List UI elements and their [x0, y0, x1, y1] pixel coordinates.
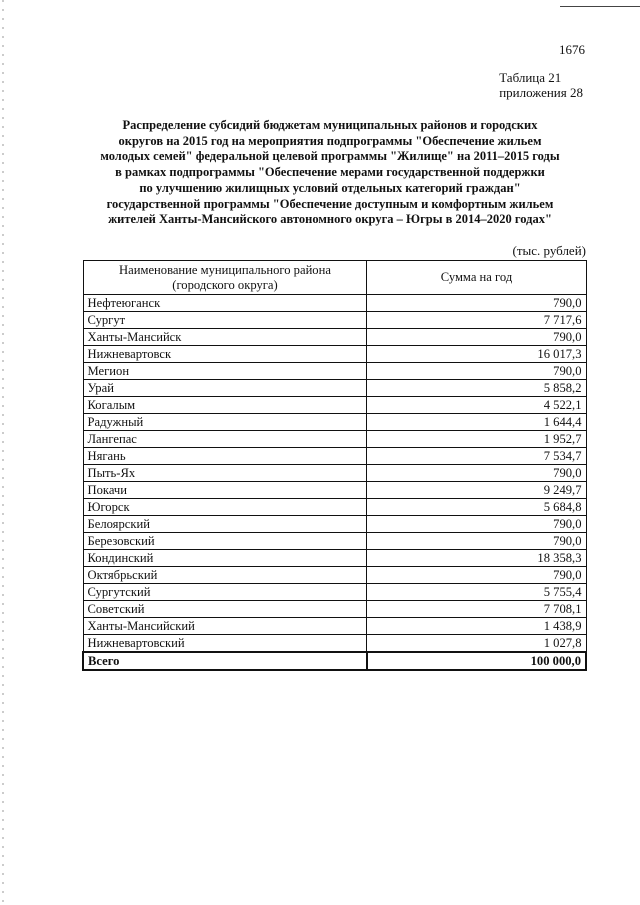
table-header-row	[83, 261, 586, 295]
units-label: (тыс. рублей)	[512, 243, 586, 258]
title-line: Распределение субсидий бюджетам муниципальных районов и городских	[122, 118, 538, 132]
subsidy-amount: 790,0	[367, 363, 586, 380]
subsidy-amount: 7 534,7	[367, 448, 586, 465]
subsidy-amount: 5 684,8	[367, 499, 586, 516]
subsidy-amount: 1 644,4	[367, 414, 586, 431]
title-line: по улучшению жилищных условий отдельных категорий граждан"	[139, 180, 521, 195]
municipality-name: Октябрьский	[83, 567, 367, 584]
table-reference-line: приложения 28	[499, 85, 583, 100]
table-row	[83, 329, 586, 346]
municipality-name: Ханты-Мансийск	[83, 329, 367, 346]
subsidy-table	[82, 260, 587, 671]
header-municipality-line: Наименование муниципального района	[119, 262, 331, 277]
table-row	[83, 516, 586, 533]
table-row	[83, 431, 586, 448]
table-row	[83, 346, 586, 363]
subsidy-amount: 7 708,1	[367, 601, 586, 618]
table-row	[83, 363, 586, 380]
table-row	[83, 618, 586, 635]
municipality-name: Урай	[83, 380, 367, 397]
table-body	[83, 295, 586, 653]
title-line: государственной программы "Обеспечение доступным и комфортным жильем	[106, 196, 554, 211]
total-amount: 100 000,0	[367, 652, 586, 670]
subsidy-amount: 1 438,9	[367, 618, 586, 635]
total-label: Всего	[83, 652, 367, 670]
subsidy-amount: 5 858,2	[367, 380, 586, 397]
municipality-name: Белоярский	[83, 516, 367, 533]
table-row	[83, 567, 586, 584]
subsidy-amount: 1 952,7	[367, 431, 586, 448]
total-row	[83, 652, 586, 670]
municipality-name: Нягань	[83, 448, 367, 465]
table-row	[83, 533, 586, 550]
municipality-name: Нефтеюганск	[83, 295, 367, 312]
subsidy-amount: 790,0	[367, 567, 586, 584]
municipality-name: Радужный	[83, 414, 367, 431]
table-row	[83, 397, 586, 414]
subsidy-amount: 790,0	[367, 465, 586, 482]
municipality-name: Березовский	[83, 533, 367, 550]
municipality-name: Когалым	[83, 397, 367, 414]
table-row	[83, 635, 586, 653]
subsidy-amount: 790,0	[367, 295, 586, 312]
table-reference-line: Таблица 21	[499, 70, 562, 85]
header-amount: Сумма на год	[367, 261, 586, 295]
page-number: 1676	[559, 42, 585, 57]
table-row	[83, 584, 586, 601]
municipality-name: Сургутский	[83, 584, 367, 601]
subsidy-amount: 790,0	[367, 329, 586, 346]
table-row	[83, 465, 586, 482]
municipality-name: Сургут	[83, 312, 367, 329]
municipality-name: Лангепас	[83, 431, 367, 448]
table-row	[83, 482, 586, 499]
header-municipality-line: (городского округа)	[172, 277, 278, 292]
title-line: в рамках подпрограммы "Обеспечение мерами государственной поддержки	[115, 165, 545, 180]
subsidy-amount: 16 017,3	[367, 346, 586, 363]
title-line: округов на 2015 год на мероприятия подпрограммы "Обеспечение жильем	[118, 133, 542, 148]
municipality-name: Советский	[83, 601, 367, 618]
municipality-name: Кондинский	[83, 550, 367, 567]
subsidy-amount: 790,0	[367, 516, 586, 533]
table-row	[83, 601, 586, 618]
scan-top-rule	[560, 6, 640, 7]
municipality-name: Пыть-Ях	[83, 465, 367, 482]
document-title	[70, 118, 590, 228]
table-reference	[499, 70, 583, 100]
table-row	[83, 550, 586, 567]
municipality-name: Нижневартовск	[83, 346, 367, 363]
title-line: жителей Ханты-Мансийского автономного округа – Югры в 2014–2020 годах"	[108, 212, 552, 227]
municipality-name: Нижневартовский	[83, 635, 367, 653]
table-row	[83, 312, 586, 329]
table-row	[83, 414, 586, 431]
municipality-name: Покачи	[83, 482, 367, 499]
subsidy-amount: 5 755,4	[367, 584, 586, 601]
table-row	[83, 448, 586, 465]
subsidy-amount: 4 522,1	[367, 397, 586, 414]
subsidy-amount: 18 358,3	[367, 550, 586, 567]
subsidy-amount: 790,0	[367, 533, 586, 550]
table-row	[83, 499, 586, 516]
header-municipality	[83, 261, 367, 295]
table-row	[83, 380, 586, 397]
title-line: молодых семей" федеральной целевой программы "Жилище" на 2011–2015 годы	[100, 149, 560, 164]
municipality-name: Мегион	[83, 363, 367, 380]
scan-margin-marks	[2, 0, 4, 905]
subsidy-amount: 9 249,7	[367, 482, 586, 499]
subsidy-amount: 1 027,8	[367, 635, 586, 653]
municipality-name: Ханты-Мансийский	[83, 618, 367, 635]
municipality-name: Югорск	[83, 499, 367, 516]
table-row	[83, 295, 586, 312]
subsidy-amount: 7 717,6	[367, 312, 586, 329]
